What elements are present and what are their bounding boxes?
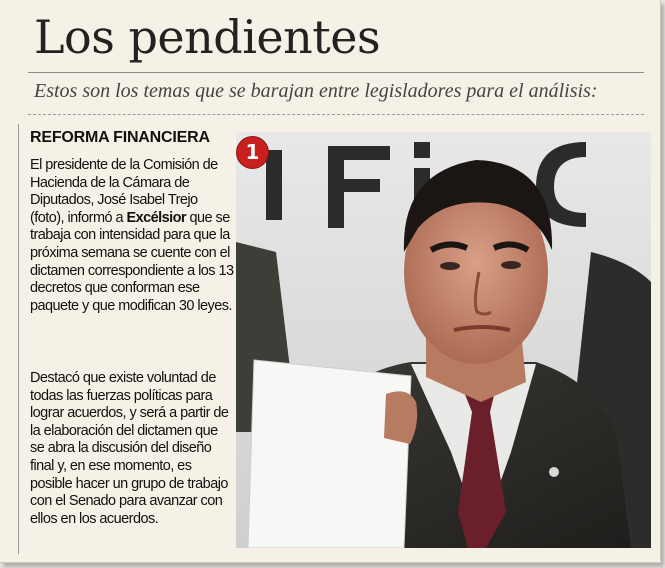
title-divider [28,72,644,73]
paragraph-1-text-b: que se trabaja con intensidad para que la próxima semana se cuente con el dictamen correspondiente a los 13 decretos que conforman ese paquete y que modifican 30 leyes. [30,209,234,314]
subtitle: Estos son los temas que se barajan entre legisladores para el análisis: [34,80,598,102]
photo-number-badge: 1 [237,137,268,168]
subtitle-divider [28,114,644,115]
paragraph-2: Destacó que existe voluntad de todas las fuerzas políticas para lograr acuerdos, y será a partir de la elaboración del dictamen que se abra la discusión del diseño final y, en ese momento, es posible hacer un grupo de trabajo con el Senado para avanzar con ellos en los acuerdos. [30,370,229,527]
section-heading: REFORMA FINANCIERA [30,129,210,146]
newspaper-name: Excélsior [126,209,187,226]
legislator-photo [236,132,651,548]
photo-illustration [236,132,651,548]
page-title: Los pendientes [34,10,381,64]
paragraph-1 [30,157,235,315]
paragraph-1-text-a: El presidente de la Comisión de Hacienda de la Cámara de Diputados, José Isabel Trejo (foto), informó a [30,157,218,226]
column-rule [18,124,19,554]
